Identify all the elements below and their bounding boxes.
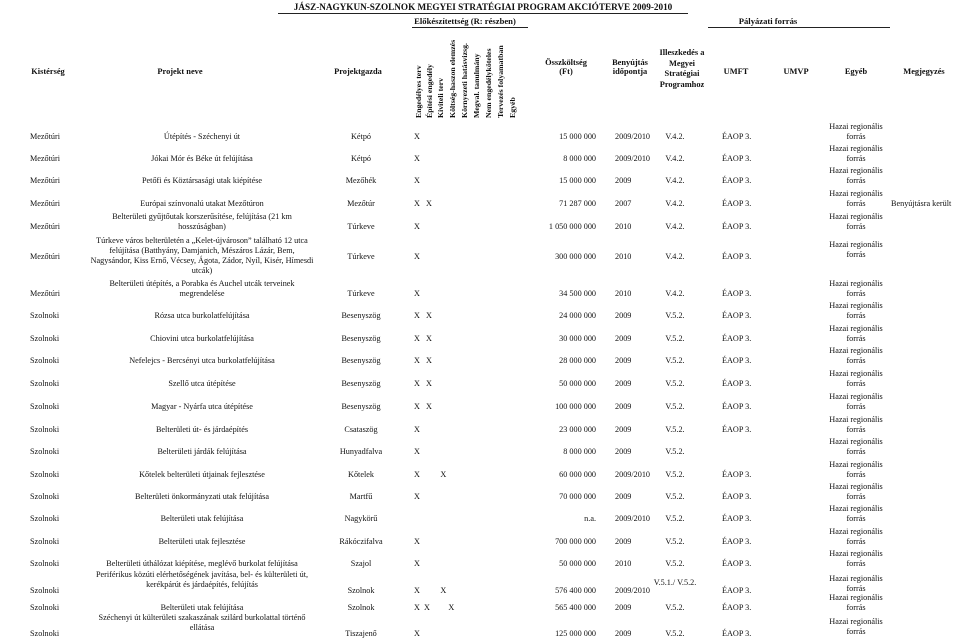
cell-umft: ÉAOP 3. [722, 603, 752, 612]
cell-benyujtas: 2009 [615, 425, 632, 434]
col-projekt-neve: Projekt neve [157, 67, 203, 76]
cell-kisterseg: Mezőtúri [30, 154, 61, 163]
cell-gazda: Nagykörű [344, 514, 378, 523]
cell-umft: ÉAOP 3. [722, 154, 752, 163]
cell-illeszkedes: V.5.2. [665, 356, 685, 365]
prep-group-header: Előkészítettség (R: részben) [414, 16, 516, 26]
cell-osszkoltseg: 576 400 000 [555, 586, 596, 595]
cell-illeszkedes: V.4.2. [665, 199, 685, 208]
cell-benyujtas: 2009 [615, 492, 632, 501]
cell-umft: ÉAOP 3. [722, 199, 752, 208]
cell-egyeb-forras: Hazai regionális forrás [829, 482, 883, 501]
cell-osszkoltseg: 28 000 000 [559, 356, 596, 365]
cell-egyeb-forras: Hazai regionális forrás [829, 504, 883, 523]
cell-illeszkedes: V.5.2. [665, 470, 685, 479]
cell-kisterseg: Szolnoki [30, 514, 60, 523]
cell-osszkoltseg: 34 500 000 [559, 289, 596, 298]
col-umvp: UMVP [783, 67, 809, 76]
cell-egyeb-forras: Hazai regionális forrás [829, 279, 883, 298]
prep-col-header: Tervezés folyamatban [496, 45, 505, 118]
cell-gazda: Besenyszög [341, 334, 381, 343]
col-egyeb: Egyéb [844, 67, 868, 76]
cell-umft: ÉAOP 3. [722, 629, 752, 638]
cell-illeszkedes: V.5.2. [665, 311, 685, 320]
cell-kisterseg: Mezőtúri [30, 132, 61, 141]
col-megjegyzes: Megjegyzés [903, 67, 945, 76]
cell-prep-marks: X [414, 425, 420, 434]
cell-kisterseg: Mezőtúri [30, 252, 61, 261]
cell-projekt: Chiovini utca burkolatfelújítása [150, 334, 254, 343]
cell-gazda: Besenyszög [341, 402, 381, 411]
cell-egyeb-forras: Hazai regionális forrás [829, 189, 883, 208]
cell-gazda: Mezőtúr [347, 199, 375, 208]
cell-osszkoltseg: 15 000 000 [559, 176, 596, 185]
prep-group-underline [412, 27, 528, 28]
cell-gazda: Rákóczifalva [339, 537, 383, 546]
cell-osszkoltseg: 565 400 000 [555, 603, 596, 612]
cell-kisterseg: Szolnoki [30, 492, 60, 501]
cell-gazda: Túrkeve [347, 252, 375, 261]
cell-projekt: Túrkeve város belterületén a „Kelet-újvároson” található 12 utca felújítása (Batthyány, Damjanich, Mészáros Lázár, Bem, Nagysándor, Kiss Ernő, Vécsey, Ágota, Zádor, Nyíl, Kisér, Hímesdi utcák) [90, 236, 314, 275]
cell-prep-marks: X X [414, 379, 432, 388]
prep-col-header: Kiviteli terv [436, 77, 445, 118]
cell-umft: ÉAOP 3. [722, 492, 752, 501]
cell-gazda: Kétpó [350, 154, 372, 163]
cell-projekt: Belterületi utak felújítása [160, 514, 244, 523]
cell-osszkoltseg: 23 000 000 [559, 425, 596, 434]
cell-gazda: Szolnok [347, 603, 375, 612]
cell-illeszkedes: V.5.2. [665, 629, 685, 638]
prep-col-header: Építési engedély [425, 64, 434, 118]
cell-umft: ÉAOP 3. [722, 311, 752, 320]
cell-gazda: Martfű [349, 492, 373, 501]
cell-prep-marks: X X X [414, 603, 455, 612]
cell-prep-marks: X [414, 559, 420, 568]
cell-illeszkedes: V.5.2. [665, 537, 685, 546]
cell-osszkoltseg: 50 000 000 [559, 559, 596, 568]
cell-projekt: Belterületi önkormányzati utak felújítása [135, 492, 269, 501]
cell-projekt: Nefelejcs - Bercsényi utca burkolatfelújítása [129, 356, 275, 365]
cell-kisterseg: Mezőtúri [30, 222, 61, 231]
cell-umft: ÉAOP 3. [722, 289, 752, 298]
cell-egyeb-forras: Hazai regionális forrás [829, 593, 883, 612]
table-row [0, 415, 959, 442]
cell-projekt: Belterületi utak felújítása [160, 603, 244, 612]
cell-benyujtas: 2009 [615, 629, 632, 638]
cell-prep-marks: X X [414, 311, 432, 320]
prep-col-header: Nem engedélyköteles [484, 48, 493, 118]
table-row [0, 236, 959, 275]
prep-col-header: Költség-haszon elemzés [448, 39, 457, 118]
cell-projekt: Belterületi gyűjtőutak korszerűsítése, felújítása (21 km hosszúságban) [112, 212, 292, 231]
cell-osszkoltseg: 300 000 000 [555, 252, 596, 261]
cell-benyujtas: 2010 [615, 559, 632, 568]
cell-egyeb-forras: Hazai regionális forrás [829, 122, 883, 141]
cell-projekt: Belterületi utak fejlesztése [158, 537, 246, 546]
cell-gazda: Mezőhék [345, 176, 377, 185]
cell-osszkoltseg: 71 287 000 [559, 199, 596, 208]
cell-projekt: Belterületi úthálózat kiépítése, meglévő burkolat felújítása [106, 559, 298, 568]
cell-benyujtas: 2009/2010 [615, 132, 651, 141]
table-row [0, 460, 959, 487]
cell-umft: ÉAOP 3. [722, 356, 752, 365]
cell-benyujtas: 2009/2010 [615, 586, 651, 595]
cell-kisterseg: Szolnoki [30, 537, 60, 546]
table-row [0, 392, 959, 419]
cell-kisterseg: Mezőtúri [30, 289, 61, 298]
cell-benyujtas: 2009/2010 [615, 154, 651, 163]
table-row [0, 166, 959, 193]
cell-osszkoltseg: 24 000 000 [559, 311, 596, 320]
cell-kisterseg: Szolnoki [30, 356, 60, 365]
col-umft: UMFT [723, 67, 749, 76]
document-title: JÁSZ-NAGYKUN-SZOLNOK MEGYEI STRATÉGIAI PROGRAM AKCIÓTERVE 2009-2010 [293, 2, 673, 12]
table-row [0, 570, 959, 597]
prep-col-header: Környezeti hatásvizsg. [460, 43, 469, 118]
table-row [0, 437, 959, 464]
cell-illeszkedes: V.4.2. [665, 176, 685, 185]
cell-egyeb-forras: Hazai regionális forrás [829, 212, 883, 231]
cell-projekt: Útépítés - Széchenyi út [163, 132, 241, 141]
cell-osszkoltseg: 700 000 000 [555, 537, 596, 546]
cell-benyujtas: 2010 [615, 222, 632, 231]
col-illeszkedes: Illeszkedés a Megyei Stratégiai Programhoz [659, 48, 705, 89]
cell-illeszkedes: V.5.2. [665, 379, 685, 388]
cell-prep-marks: X [414, 222, 420, 231]
cell-projekt: Szellő utca útépítése [168, 379, 236, 388]
cell-illeszkedes: V.5.2. [665, 492, 685, 501]
cell-kisterseg: Szolnoki [30, 334, 60, 343]
cell-osszkoltseg: 30 000 000 [559, 334, 596, 343]
cell-egyeb-forras: Hazai regionális forrás [829, 460, 883, 479]
cell-prep-marks: X [414, 289, 420, 298]
cell-prep-marks: X X [414, 199, 432, 208]
cell-egyeb-forras: Hazai regionális forrás [829, 549, 883, 568]
cell-illeszkedes: V.5.2. [665, 402, 685, 411]
cell-illeszkedes: V.5.2. [665, 603, 685, 612]
cell-projekt: Széchenyi út külterületi szakaszának szilárd burkolattal történő ellátása [98, 613, 306, 632]
cell-gazda: Szolnok [347, 586, 375, 595]
cell-illeszkedes: V.4.2. [665, 252, 685, 261]
cell-megjegyzes: Benyújtásra került [891, 199, 952, 208]
cell-kisterseg: Mezőtúri [30, 199, 61, 208]
cell-projekt: Belterületi útépítés, a Porabka és Auchel utcák terveinek megrendelése [109, 279, 295, 298]
cell-umft: ÉAOP 3. [722, 470, 752, 479]
cell-gazda: Besenyszög [341, 379, 381, 388]
cell-gazda: Kőtelek [348, 470, 374, 479]
cell-prep-marks: X [414, 629, 420, 638]
funding-group-header: Pályázati forrás [738, 16, 798, 26]
cell-egyeb-forras: Hazai regionális forrás [829, 617, 883, 636]
cell-benyujtas: 2009/2010 [615, 514, 651, 523]
cell-prep-marks: X [414, 132, 420, 141]
cell-egyeb-forras: Hazai regionális forrás [829, 166, 883, 185]
cell-kisterseg: Szolnoki [30, 425, 60, 434]
cell-osszkoltseg: 15 000 000 [559, 132, 596, 141]
table-row [0, 482, 959, 509]
cell-illeszkedes: V.5.2. [665, 559, 685, 568]
cell-prep-marks: X X [414, 586, 447, 595]
cell-kisterseg: Szolnoki [30, 586, 60, 595]
cell-kisterseg: Szolnoki [30, 559, 60, 568]
cell-umft: ÉAOP 3. [722, 425, 752, 434]
cell-illeszkedes: V.5.2. [665, 425, 685, 434]
cell-egyeb-forras: Hazai regionális forrás [829, 369, 883, 388]
cell-prep-marks: X [414, 447, 420, 456]
col-benyujtas: Benyújtás időpontja [612, 58, 648, 76]
cell-umft: ÉAOP 3. [722, 222, 752, 231]
cell-egyeb-forras: Hazai regionális forrás [829, 392, 883, 411]
cell-prep-marks: X [414, 537, 420, 546]
cell-benyujtas: 2009 [615, 603, 632, 612]
cell-benyujtas: 2009 [615, 356, 632, 365]
cell-kisterseg: Szolnoki [30, 603, 60, 612]
cell-benyujtas: 2009 [615, 311, 632, 320]
cell-umft: ÉAOP 3. [722, 132, 752, 141]
cell-illeszkedes: V.5.1./ V.5.2. [653, 578, 697, 587]
cell-umft: ÉAOP 3. [722, 586, 752, 595]
cell-benyujtas: 2009 [615, 379, 632, 388]
cell-gazda: Túrkeve [347, 222, 375, 231]
cell-projekt: Kőtelek belterületi útjainak fejlesztése [139, 470, 265, 479]
cell-osszkoltseg: 60 000 000 [559, 470, 596, 479]
cell-osszkoltseg: 70 000 000 [559, 492, 596, 501]
cell-benyujtas: 2009 [615, 537, 632, 546]
cell-benyujtas: 2009 [615, 176, 632, 185]
cell-egyeb-forras: Hazai regionális forrás [829, 324, 883, 343]
cell-benyujtas: 2009 [615, 447, 632, 456]
table-row [0, 122, 959, 149]
table-row [0, 613, 959, 640]
cell-benyujtas: 2010 [615, 252, 632, 261]
cell-kisterseg: Mezőtúri [30, 176, 61, 185]
cell-kisterseg: Szolnoki [30, 447, 60, 456]
cell-egyeb-forras: Hazai regionális forrás [829, 527, 883, 546]
cell-illeszkedes: V.4.2. [665, 289, 685, 298]
cell-illeszkedes: V.4.2. [665, 154, 685, 163]
cell-gazda: Besenyszög [341, 311, 381, 320]
cell-umft: ÉAOP 3. [722, 559, 752, 568]
prep-col-header: Egyéb [508, 97, 517, 118]
cell-egyeb-forras: Hazai regionális forrás [829, 415, 883, 434]
cell-illeszkedes: V.4.2. [665, 132, 685, 141]
cell-osszkoltseg: 1 050 000 000 [548, 222, 596, 231]
cell-benyujtas: 2007 [615, 199, 632, 208]
cell-projekt: Petőfi és Köztársasági utak kiépítése [141, 176, 263, 185]
cell-projekt: Jókai Mór és Béke út felújítása [151, 154, 253, 163]
funding-group-underline [708, 27, 890, 28]
cell-umft: ÉAOP 3. [722, 537, 752, 546]
cell-benyujtas: 2010 [615, 289, 632, 298]
cell-egyeb-forras: Hazai regionális forrás [829, 346, 883, 365]
cell-umft: ÉAOP 3. [722, 379, 752, 388]
cell-gazda: Besenyszög [341, 356, 381, 365]
cell-projekt: Belterületi járdák felújítása [157, 447, 247, 456]
cell-egyeb-forras: Hazai regionális forrás [829, 240, 883, 259]
cell-gazda: Szajol [350, 559, 372, 568]
cell-osszkoltseg: 8 000 000 [563, 154, 596, 163]
cell-projekt: Rózsa utca burkolatfelújítása [154, 311, 250, 320]
cell-osszkoltseg: 100 000 000 [555, 402, 596, 411]
table-row [0, 324, 959, 351]
cell-benyujtas: 2009 [615, 334, 632, 343]
cell-kisterseg: Szolnoki [30, 470, 60, 479]
cell-projekt: Periférikus közúti elérhetőségének javítása, bel- és külterületi út, kerékpárút és járdaépítés, felújítás [95, 570, 309, 589]
table-row [0, 279, 959, 306]
cell-umft: ÉAOP 3. [722, 334, 752, 343]
cell-prep-marks: X X [414, 356, 432, 365]
cell-projekt: Európai színvonalú utakat Mezőtúron [140, 199, 264, 208]
table-row [0, 504, 959, 531]
table-row [0, 369, 959, 396]
cell-gazda: Kétpó [350, 132, 372, 141]
cell-egyeb-forras: Hazai regionális forrás [829, 301, 883, 320]
cell-gazda: Túrkeve [347, 289, 375, 298]
cell-osszkoltseg: n.a. [584, 514, 596, 523]
col-kisterseg: Kistérség [31, 67, 65, 76]
cell-benyujtas: 2009/2010 [615, 470, 651, 479]
table-row [0, 346, 959, 373]
cell-illeszkedes: V.5.2. [665, 447, 685, 456]
cell-benyujtas: 2009 [615, 402, 632, 411]
cell-gazda: Hunyadfalva [339, 447, 383, 456]
cell-osszkoltseg: 50 000 000 [559, 379, 596, 388]
col-projektgazda: Projektgazda [334, 67, 382, 76]
prep-col-header: Megval. tanulmány [472, 53, 481, 118]
cell-illeszkedes: V.4.2. [665, 222, 685, 231]
cell-prep-marks: X [414, 492, 420, 501]
cell-egyeb-forras: Hazai regionális forrás [829, 574, 883, 593]
cell-prep-marks: X X [414, 470, 447, 479]
table-row [0, 527, 959, 554]
cell-kisterseg: Szolnoki [30, 629, 60, 638]
title-underline [278, 13, 688, 14]
cell-prep-marks: X [414, 176, 420, 185]
cell-umft: ÉAOP 3. [722, 514, 752, 523]
table-row [0, 301, 959, 328]
cell-kisterseg: Szolnoki [30, 402, 60, 411]
cell-umft: ÉAOP 3. [722, 252, 752, 261]
cell-illeszkedes: V.5.2. [665, 514, 685, 523]
cell-prep-marks: X X [414, 334, 432, 343]
cell-projekt: Magyar - Nyárfa utca útépítése [151, 402, 253, 411]
cell-projekt: Belterületi út- és járdaépítés [155, 425, 249, 434]
cell-umft: ÉAOP 3. [722, 176, 752, 185]
cell-osszkoltseg: 8 000 000 [563, 447, 596, 456]
cell-gazda: Tiszajenő [345, 629, 377, 638]
prep-col-header: Engedélyes terv [414, 65, 423, 118]
cell-illeszkedes: V.5.2. [665, 334, 685, 343]
cell-egyeb-forras: Hazai regionális forrás [829, 144, 883, 163]
cell-umft: ÉAOP 3. [722, 402, 752, 411]
cell-egyeb-forras: Hazai regionális forrás [829, 437, 883, 456]
cell-osszkoltseg: 125 000 000 [555, 629, 596, 638]
table-row [0, 144, 959, 171]
cell-kisterseg: Szolnoki [30, 379, 60, 388]
cell-prep-marks: X X [414, 402, 432, 411]
cell-prep-marks: X [414, 154, 420, 163]
cell-prep-marks: X [414, 252, 420, 261]
cell-kisterseg: Szolnoki [30, 311, 60, 320]
cell-gazda: Csataszög [344, 425, 378, 434]
col-osszkoltseg: Összköltség (Ft) [545, 58, 587, 76]
